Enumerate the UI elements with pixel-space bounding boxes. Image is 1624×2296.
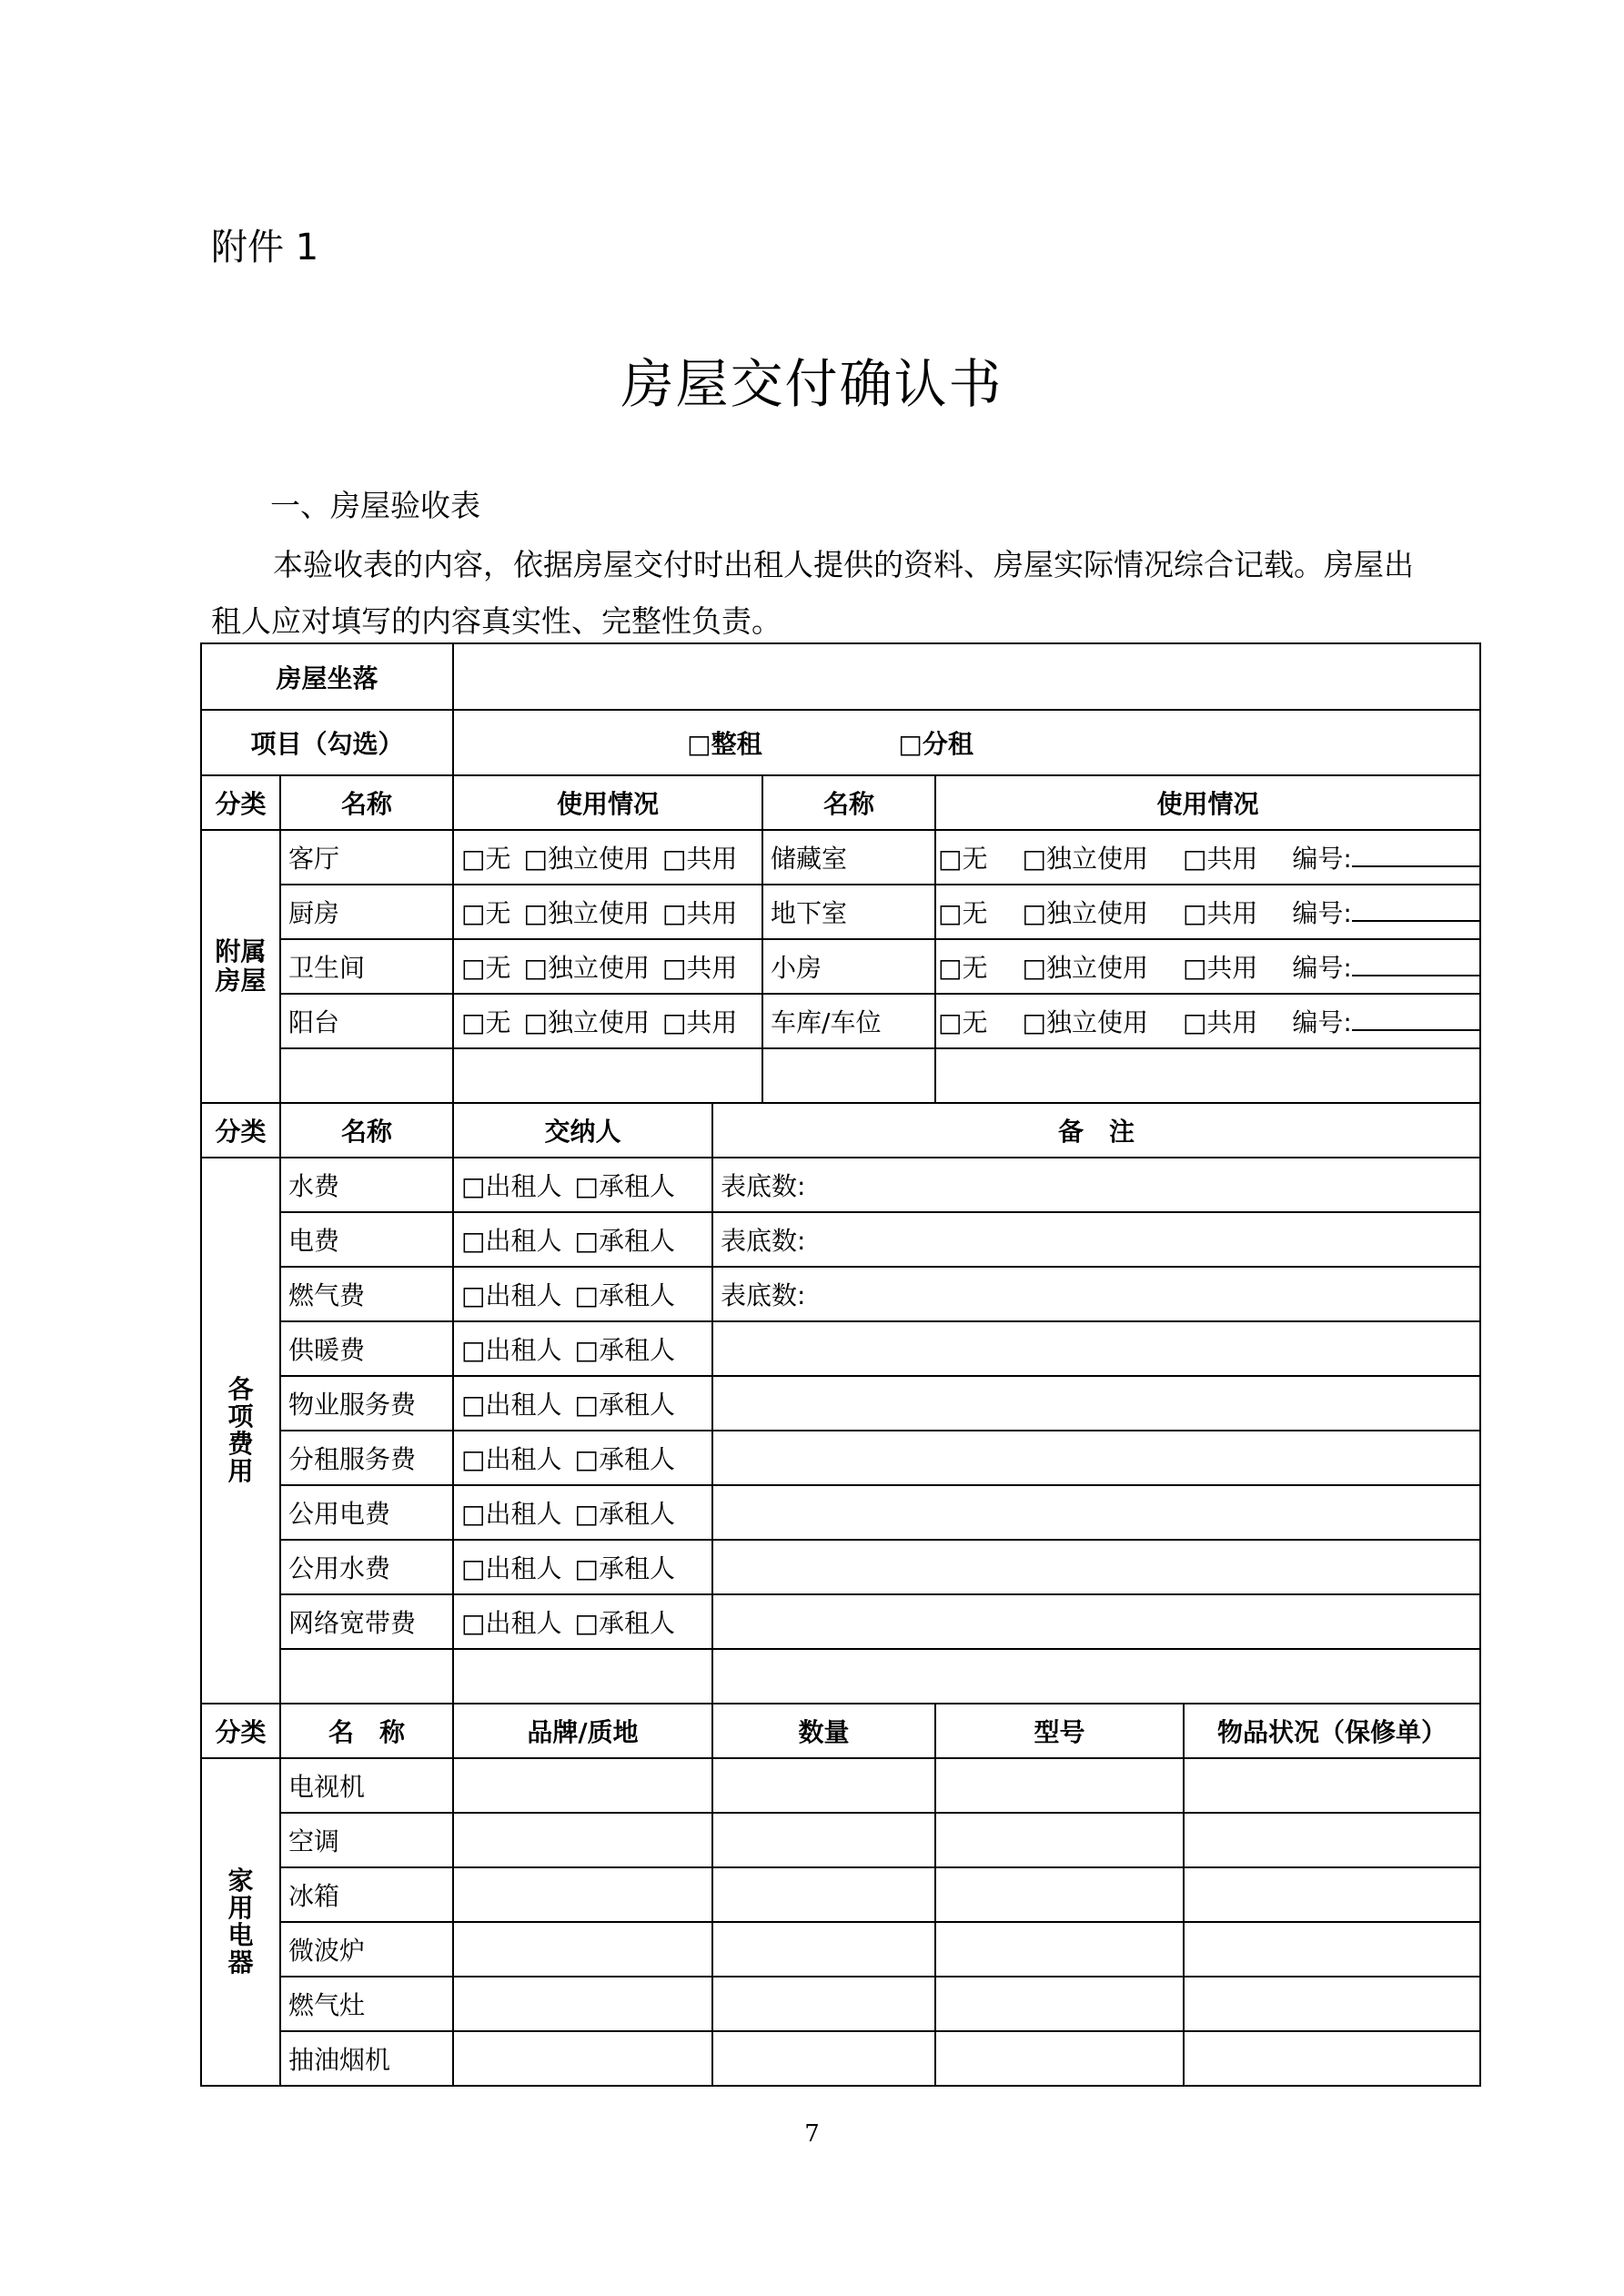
section1-header-row [201, 775, 1480, 830]
s3-appliance-name: 抽油烟机 [280, 2031, 453, 2086]
s2-col-remark: 备 注 [712, 1103, 1480, 1158]
number-label: 编号: [1292, 844, 1352, 874]
section3-row [201, 1977, 1480, 2031]
s1-usage2-cell [935, 939, 1480, 994]
s2-payer-cell [453, 1376, 712, 1431]
s2-payer-cell [453, 1540, 712, 1594]
section1-row [201, 994, 1480, 1048]
section2-row [201, 1594, 1480, 1649]
s3-col-name: 名 称 [280, 1704, 453, 1758]
s3-appliance-name: 燃气灶 [280, 1977, 453, 2031]
s3-model-cell[interactable] [935, 1977, 1184, 2031]
s1-room-name2: 储藏室 [762, 830, 935, 885]
payer-option-checkbox[interactable]: □出租人 [461, 1444, 562, 1474]
section3-row [201, 1867, 1480, 1922]
usage-option-checkbox[interactable]: □无 [938, 844, 988, 874]
s3-condition-cell[interactable] [1184, 1758, 1480, 1813]
s3-model-cell[interactable] [935, 1758, 1184, 1813]
s2-fee-name: 供暖费 [280, 1321, 453, 1376]
number-label: 编号: [1292, 1007, 1352, 1037]
number-blank[interactable] [1352, 1007, 1480, 1031]
section1-row [201, 939, 1480, 994]
usage-option-checkbox[interactable]: □共用 [661, 844, 738, 874]
s2-payer-cell [453, 1594, 712, 1649]
number-label: 编号: [1292, 953, 1352, 983]
s2-remark-cell[interactable] [712, 1431, 1480, 1485]
s2-fee-name: 电费 [280, 1212, 453, 1267]
s2-col-name: 名称 [280, 1103, 453, 1158]
s3-quantity-cell[interactable] [712, 1977, 935, 2031]
usage-option-checkbox[interactable]: □无 [461, 844, 511, 874]
s2-payer-cell [453, 1212, 712, 1267]
meter-reading-label: 表底数: [721, 1171, 806, 1201]
s3-condition-cell[interactable] [1184, 1813, 1480, 1867]
usage-option-checkbox[interactable]: □独立使用 [1022, 953, 1148, 983]
usage-option-checkbox[interactable]: □无 [461, 1007, 511, 1037]
payer-option-checkbox[interactable]: □出租人 [461, 1335, 562, 1365]
payer-option-checkbox[interactable]: □出租人 [461, 1280, 562, 1310]
s2-fee-name: 公用水费 [280, 1540, 453, 1594]
number-blank[interactable] [1352, 953, 1480, 976]
s2-category-cell [201, 1158, 280, 1704]
s3-category-label: 家用电器 [227, 1865, 254, 1977]
s1-usage2-cell [935, 885, 1480, 939]
project-options-cell [453, 710, 1480, 775]
meter-reading-label: 表底数: [721, 1226, 806, 1256]
blank-cell[interactable] [280, 1048, 453, 1103]
s2-remark-cell[interactable] [712, 1158, 1480, 1212]
project-row [201, 710, 1480, 775]
s1-room-name: 卫生间 [280, 939, 453, 994]
s3-model-cell[interactable] [935, 1867, 1184, 1922]
location-row [201, 643, 1480, 710]
usage-option-checkbox[interactable]: □共用 [1182, 844, 1258, 874]
s1-col-usage: 使用情况 [453, 775, 762, 830]
s2-remark-cell[interactable] [712, 1376, 1480, 1431]
usage-option-checkbox[interactable]: □独立使用 [523, 1007, 650, 1037]
s3-col-model: 型号 [935, 1704, 1184, 1758]
blank-cell[interactable] [712, 1649, 1480, 1704]
s1-col-category: 分类 [201, 775, 280, 830]
blank-cell[interactable] [280, 1649, 453, 1704]
usage-option-checkbox[interactable]: □共用 [661, 1007, 738, 1037]
section2-row [201, 1431, 1480, 1485]
s1-usage-cell [453, 994, 762, 1048]
s3-appliance-name: 空调 [280, 1813, 453, 1867]
s3-model-cell[interactable] [935, 1813, 1184, 1867]
payer-option-checkbox[interactable]: □承租人 [574, 1171, 675, 1201]
s1-col-name2: 名称 [762, 775, 935, 830]
section2-row [201, 1267, 1480, 1321]
blank-cell[interactable] [762, 1048, 935, 1103]
s3-brand-cell[interactable] [453, 1977, 712, 2031]
s1-room-name: 阳台 [280, 994, 453, 1048]
section3-row [201, 1922, 1480, 1977]
usage-option-checkbox[interactable]: □独立使用 [523, 898, 650, 928]
acceptance-form-table [200, 642, 1481, 2087]
shared-rent-checkbox[interactable]: □分租 [898, 729, 973, 759]
payer-option-checkbox[interactable]: □出租人 [461, 1608, 562, 1638]
s3-condition-cell[interactable] [1184, 1867, 1480, 1922]
s2-remark-cell[interactable] [712, 1594, 1480, 1649]
section2-row [201, 1485, 1480, 1540]
s2-fee-name: 公用电费 [280, 1485, 453, 1540]
location-value-cell[interactable] [453, 643, 1480, 710]
usage-option-checkbox[interactable]: □独立使用 [1022, 1007, 1148, 1037]
number-blank[interactable] [1352, 844, 1480, 867]
s3-quantity-cell[interactable] [712, 2031, 935, 2086]
section3-row [201, 1813, 1480, 1867]
payer-option-checkbox[interactable]: □出租人 [461, 1171, 562, 1201]
payer-option-checkbox[interactable]: □出租人 [461, 1499, 562, 1529]
s2-remark-cell[interactable] [712, 1267, 1480, 1321]
blank-cell[interactable] [935, 1048, 1480, 1103]
number-blank[interactable] [1352, 898, 1480, 922]
s2-remark-cell[interactable] [712, 1321, 1480, 1376]
payer-option-checkbox[interactable]: □承租人 [574, 1608, 675, 1638]
s2-payer-cell [453, 1321, 712, 1376]
s3-col-condition: 物品状况（保修单） [1184, 1704, 1480, 1758]
s1-room-name2: 车库/车位 [762, 994, 935, 1048]
payer-option-checkbox[interactable]: □承租人 [574, 1226, 675, 1256]
s1-col-name: 名称 [280, 775, 453, 830]
payer-option-checkbox[interactable]: □出租人 [461, 1390, 562, 1420]
s3-model-cell[interactable] [935, 1922, 1184, 1977]
s3-quantity-cell[interactable] [712, 1922, 935, 1977]
usage-option-checkbox[interactable]: □共用 [661, 953, 738, 983]
s3-quantity-cell[interactable] [712, 1758, 935, 1813]
s3-col-category: 分类 [201, 1704, 280, 1758]
s2-fee-name: 分租服务费 [280, 1431, 453, 1485]
page-number: 7 [804, 2120, 820, 2148]
s2-payer-cell [453, 1431, 712, 1485]
s1-usage-cell [453, 830, 762, 885]
attachment-label: 附件 1 [211, 227, 319, 268]
document-title: 房屋交付确认书 [620, 353, 1004, 415]
blank-cell[interactable] [453, 1649, 712, 1704]
s3-appliance-name: 电视机 [280, 1758, 453, 1813]
section2-blank-row [201, 1649, 1480, 1704]
s2-col-payer: 交纳人 [453, 1103, 712, 1158]
section3-header-row [201, 1704, 1480, 1758]
s2-payer-cell [453, 1267, 712, 1321]
s3-model-cell[interactable] [935, 2031, 1184, 2086]
usage-option-checkbox[interactable]: □独立使用 [523, 844, 650, 874]
intro-paragraph: 本验收表的内容，依据房屋交付时出租人提供的资料、房屋实际情况综合记载。房屋出租人应对填写的内容真实性、完整性负责。 [211, 547, 1414, 639]
s3-appliance-name: 冰箱 [280, 1867, 453, 1922]
s3-appliance-name: 微波炉 [280, 1922, 453, 1977]
payer-option-checkbox[interactable]: □承租人 [574, 1335, 675, 1365]
usage-option-checkbox[interactable]: □独立使用 [523, 953, 650, 983]
s3-brand-cell[interactable] [453, 1922, 712, 1977]
usage-option-checkbox[interactable]: □共用 [661, 898, 738, 928]
section2-row [201, 1158, 1480, 1212]
s3-col-brand: 品牌/质地 [453, 1704, 712, 1758]
section1-blank-row [201, 1048, 1480, 1103]
usage-option-checkbox[interactable]: □无 [938, 898, 988, 928]
section2-row [201, 1212, 1480, 1267]
usage-option-checkbox[interactable]: □共用 [1182, 898, 1258, 928]
blank-cell[interactable] [453, 1048, 762, 1103]
s1-usage-cell [453, 885, 762, 939]
s1-room-name2: 小房 [762, 939, 935, 994]
payer-option-checkbox[interactable]: □承租人 [574, 1280, 675, 1310]
s1-col-usage2: 使用情况 [935, 775, 1480, 830]
s2-fee-name: 燃气费 [280, 1267, 453, 1321]
s3-condition-cell[interactable] [1184, 1922, 1480, 1977]
s1-category-label: 附属房屋 [215, 936, 267, 996]
s1-room-name: 厨房 [280, 885, 453, 939]
s2-col-category: 分类 [201, 1103, 280, 1158]
s3-brand-cell[interactable] [453, 1867, 712, 1922]
section2-header-row [201, 1103, 1480, 1158]
section2-row [201, 1540, 1480, 1594]
s3-category-cell [201, 1758, 280, 2086]
s3-condition-cell[interactable] [1184, 2031, 1480, 2086]
s1-room-name: 客厅 [280, 830, 453, 885]
s1-room-name2: 地下室 [762, 885, 935, 939]
s2-fee-name: 水费 [280, 1158, 453, 1212]
usage-option-checkbox[interactable]: □无 [461, 898, 511, 928]
s2-remark-cell[interactable] [712, 1540, 1480, 1594]
usage-option-checkbox[interactable]: □无 [938, 1007, 988, 1037]
project-label: 项目（勾选） [201, 710, 453, 775]
payer-option-checkbox[interactable]: □承租人 [574, 1390, 675, 1420]
s3-brand-cell[interactable] [453, 1758, 712, 1813]
s2-remark-cell[interactable] [712, 1212, 1480, 1267]
section-heading: 一、房屋验收表 [270, 488, 480, 523]
section1-row [201, 830, 1480, 885]
payer-option-checkbox[interactable]: □出租人 [461, 1553, 562, 1583]
section1-row [201, 885, 1480, 939]
payer-option-checkbox[interactable]: □出租人 [461, 1226, 562, 1256]
usage-option-checkbox[interactable]: □共用 [1182, 953, 1258, 983]
section3-row [201, 1758, 1480, 1813]
s2-fee-name: 网络宽带费 [280, 1594, 453, 1649]
s1-usage-cell [453, 939, 762, 994]
s3-brand-cell[interactable] [453, 1813, 712, 1867]
payer-option-checkbox[interactable]: □承租人 [574, 1553, 675, 1583]
location-label: 房屋坐落 [201, 643, 453, 710]
s1-usage2-cell [935, 830, 1480, 885]
s3-quantity-cell[interactable] [712, 1813, 935, 1867]
usage-option-checkbox[interactable]: □无 [461, 953, 511, 983]
s1-usage2-cell [935, 994, 1480, 1048]
s2-category-label: 各项费用 [227, 1373, 254, 1486]
s3-condition-cell[interactable] [1184, 1977, 1480, 2031]
s2-payer-cell [453, 1485, 712, 1540]
payer-option-checkbox[interactable]: □承租人 [574, 1444, 675, 1474]
s3-quantity-cell[interactable] [712, 1867, 935, 1922]
usage-option-checkbox[interactable]: □独立使用 [1022, 844, 1148, 874]
section2-row [201, 1376, 1480, 1431]
s3-brand-cell[interactable] [453, 2031, 712, 2086]
meter-reading-label: 表底数: [721, 1280, 806, 1310]
usage-option-checkbox[interactable]: □独立使用 [1022, 898, 1148, 928]
s1-category-cell [201, 830, 280, 1103]
whole-rent-checkbox[interactable]: □整租 [687, 729, 762, 759]
s2-fee-name: 物业服务费 [280, 1376, 453, 1431]
usage-option-checkbox[interactable]: □共用 [1182, 1007, 1258, 1037]
payer-option-checkbox[interactable]: □承租人 [574, 1499, 675, 1529]
s2-remark-cell[interactable] [712, 1485, 1480, 1540]
number-label: 编号: [1292, 898, 1352, 928]
s3-col-quantity: 数量 [712, 1704, 935, 1758]
section3-row [201, 2031, 1480, 2086]
usage-option-checkbox[interactable]: □无 [938, 953, 988, 983]
s2-payer-cell [453, 1158, 712, 1212]
section2-row [201, 1321, 1480, 1376]
